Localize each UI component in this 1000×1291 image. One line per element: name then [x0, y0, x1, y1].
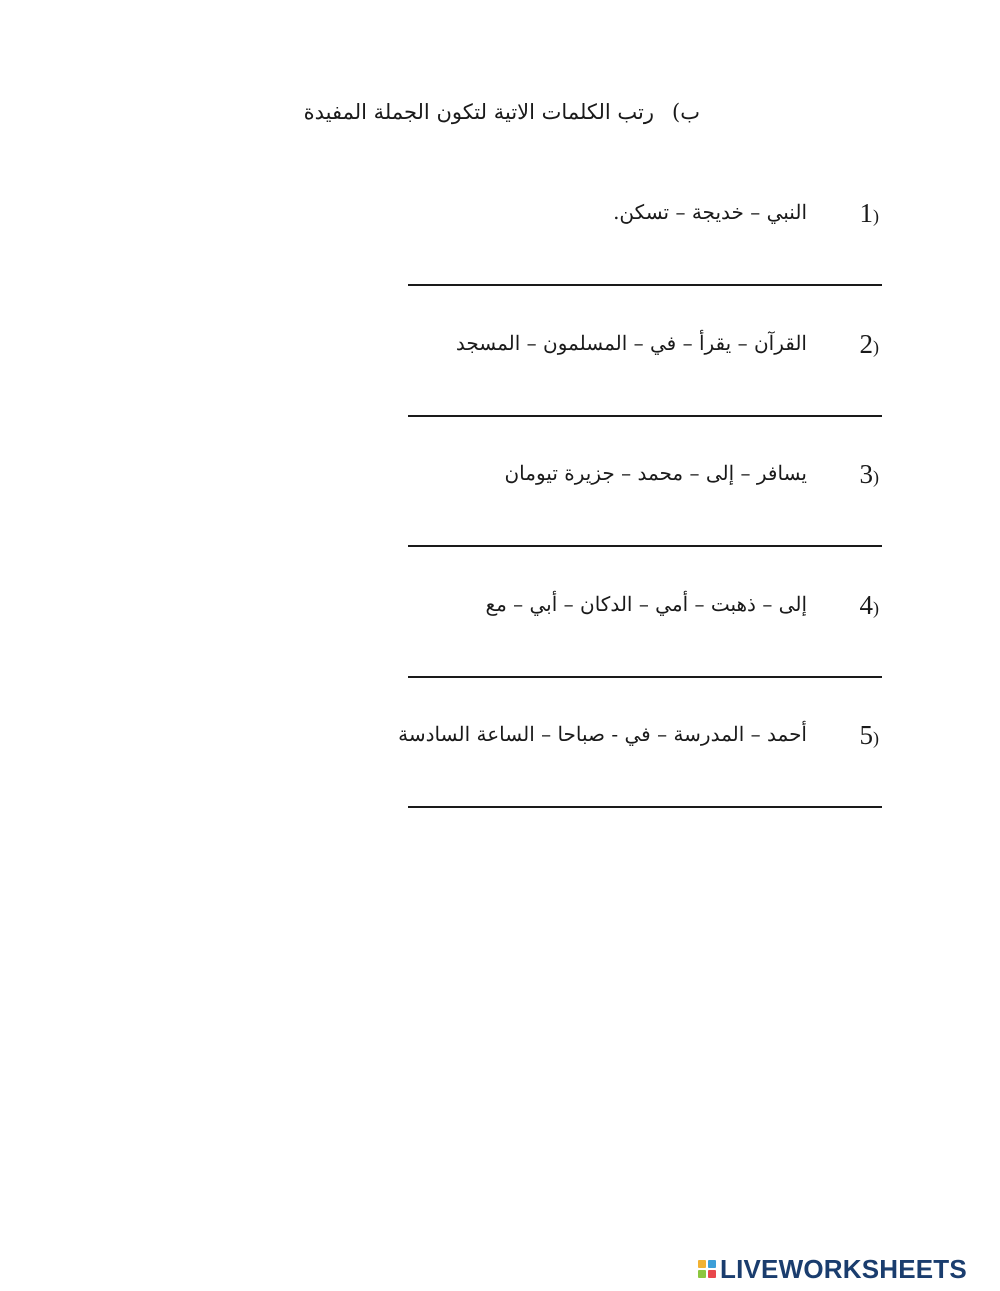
question-number: 4) [859, 590, 879, 620]
answer-line[interactable] [408, 415, 882, 417]
question-1 [300, 198, 885, 328]
question-words: أحمد – المدرسة – في - صباحا – الساعة السادسة [398, 722, 807, 746]
section-marker: ب) [672, 100, 700, 124]
answer-line[interactable] [408, 545, 882, 547]
question-5 [300, 720, 885, 850]
question-number: 5) [859, 720, 879, 750]
logo-square [698, 1270, 706, 1278]
instruction-heading [280, 100, 700, 124]
answer-line[interactable] [408, 806, 882, 808]
question-number: 2) [859, 329, 879, 359]
logo-square [698, 1260, 706, 1268]
question-words: القرآن – يقرأ – في – المسلمون – المسجد [455, 331, 807, 355]
logo-square [708, 1270, 716, 1278]
brand-name: LIVEWORKSHEETS [720, 1253, 967, 1284]
question-2 [300, 329, 885, 459]
liveworksheets-brand [698, 1254, 967, 1284]
question-4 [300, 590, 885, 720]
question-words: النبي – خديجة – تسكن. [613, 200, 807, 224]
question-words: إلى – ذهبت – أمي – الدكان – أبي – مع [485, 592, 807, 616]
question-number: 1) [859, 198, 879, 228]
question-words: يسافر – إلى – محمد – جزيرة تيومان [504, 461, 807, 485]
question-3 [300, 459, 885, 589]
answer-line[interactable] [408, 676, 882, 678]
question-number: 3) [859, 459, 879, 489]
logo-square [708, 1260, 716, 1268]
liveworksheets-logo-icon [698, 1260, 716, 1278]
answer-line[interactable] [408, 284, 882, 286]
instruction-text: رتب الكلمات الاتية لتكون الجملة المفيدة [303, 100, 655, 124]
